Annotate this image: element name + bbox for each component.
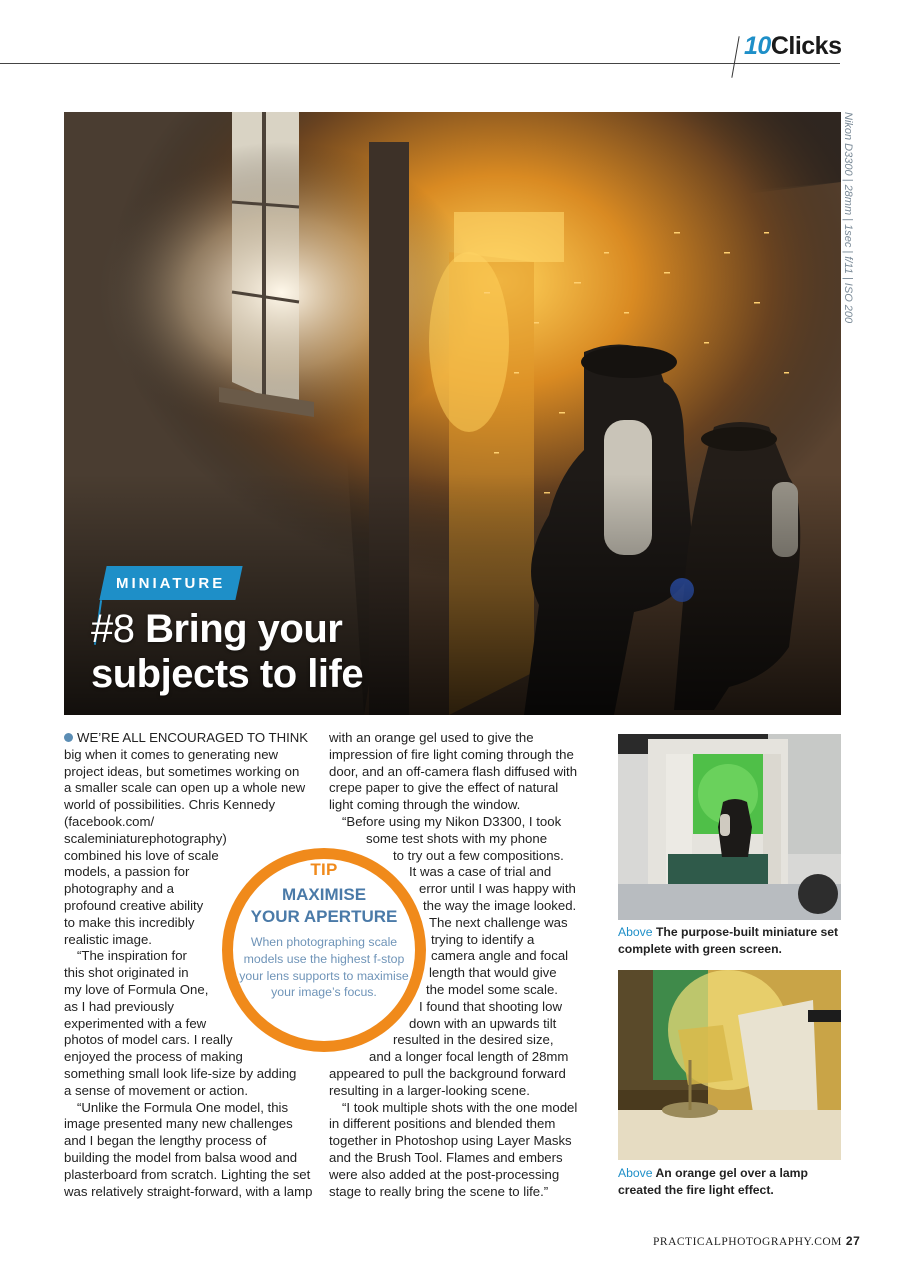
- text-line: plasterboard from scratch. Lighting the set: [64, 1166, 311, 1182]
- text-line: down with an upwards tilt: [409, 1015, 557, 1031]
- header-rule: [0, 63, 840, 64]
- text-line: crepe paper to give the effect of natural: [329, 780, 559, 796]
- text-line: combined his love of scale: [64, 847, 219, 863]
- text-line: to try out a few compositions.: [393, 847, 564, 863]
- exif-caption: [838, 112, 858, 372]
- text-line: this shot originated in: [64, 965, 189, 981]
- text-line: my love of Formula One,: [64, 981, 209, 997]
- exif-text: Nikon D3300 | 28mm | 1sec | f/11 | ISO 200: [842, 112, 854, 324]
- tip-label: TIP: [310, 860, 338, 879]
- text-line: light coming through the window.: [329, 797, 521, 813]
- tip-title-line2: YOUR APERTURE: [250, 907, 398, 926]
- text-line: realistic image.: [64, 931, 152, 947]
- headline-line2: subjects to life: [91, 652, 364, 696]
- text-line: “The inspiration for: [77, 948, 187, 964]
- text-line: to make this incredibly: [64, 914, 195, 930]
- caption-2-text: An orange gel over a lamp created the fire light effect.: [618, 1166, 808, 1197]
- text-line: (facebook.com/: [64, 813, 155, 829]
- headline-number: #8: [91, 607, 135, 651]
- text-line: trying to identify a: [431, 931, 535, 947]
- text-line: in different positions and blended them: [329, 1116, 556, 1132]
- text-line: the model some scale.: [426, 981, 558, 997]
- photo-lamp-gel: [618, 970, 841, 1160]
- text-line: The next challenge was: [429, 914, 568, 930]
- text-line: big when it comes to generating new: [64, 746, 279, 762]
- text-line: resulted in the desired size,: [393, 1032, 554, 1048]
- page-number: 27: [845, 1234, 861, 1248]
- text-line: were also added at the post-processing: [329, 1166, 560, 1182]
- text-line: appeared to pull the background forward: [329, 1065, 566, 1081]
- caption-1-text: The purpose-built miniature set complete with green screen.: [618, 925, 839, 956]
- text-line: a smaller scale can open up a whole new: [64, 780, 306, 796]
- tip-title: [222, 884, 426, 928]
- text-line: experimented with a few: [64, 1015, 207, 1031]
- text-line: enjoyed the process of making: [64, 1049, 243, 1065]
- text-line: something small look life-size by adding: [64, 1065, 297, 1081]
- text-line: with an orange gel used to give the: [329, 730, 534, 745]
- caption-2-lead: Above: [618, 1166, 653, 1180]
- caption-2: [618, 1165, 848, 1199]
- page-footer: [653, 1234, 860, 1248]
- headline-line1: Bring your: [145, 607, 343, 651]
- header-slash: [731, 36, 739, 78]
- text-line: scaleminiaturephotography): [64, 830, 227, 846]
- text-line: photography and a: [64, 881, 174, 897]
- text-line: and I began the lengthy process of: [64, 1133, 267, 1149]
- text-line: building the model from balsa wood and: [64, 1149, 298, 1165]
- caption-1: [618, 924, 848, 958]
- text-line: together in Photoshop using Layer Masks: [329, 1133, 572, 1149]
- caption-1-lead: Above: [618, 925, 653, 939]
- text-line: models, a passion for: [64, 864, 190, 880]
- text-line: image presented many new challenges: [64, 1116, 293, 1132]
- text-line: “Unlike the Formula One model, this: [77, 1099, 289, 1115]
- text-line: as I had previously: [64, 998, 174, 1014]
- tip-body: When photographing scale models use the highest f-stop your lens supports to maximise your image’s focus.: [239, 935, 409, 1000]
- text-line: and the Brush Tool. Flames and embers: [329, 1149, 563, 1165]
- headline: [91, 607, 363, 697]
- section-number: 10: [744, 32, 771, 60]
- text-line: and a longer focal length of 28mm: [369, 1049, 569, 1065]
- text-line: camera angle and focal: [431, 948, 569, 964]
- text-line: I found that shooting low: [419, 998, 562, 1014]
- text-line: some test shots with my phone: [366, 830, 548, 846]
- text-line: resulting in a larger-looking scene.: [329, 1082, 530, 1098]
- text-line: “Before using my Nikon D3300, I took: [342, 813, 562, 829]
- text-line: impression of fire light coming through the: [329, 746, 574, 762]
- text-line: error until I was happy with: [419, 881, 576, 897]
- footer-site: PRACTICALPHOTOGRAPHY.COM: [653, 1236, 842, 1248]
- text-line: profound creative ability: [64, 897, 204, 913]
- tip-title-line1: MAXIMISE: [281, 885, 367, 904]
- section-title: [744, 32, 841, 61]
- text-line: a sense of movement or action.: [64, 1082, 248, 1098]
- text-line: was relatively straight-forward, with a lamp: [64, 1183, 313, 1199]
- text-line: It was a case of trial and: [409, 864, 552, 880]
- photo-miniature-set: [618, 734, 841, 920]
- text-line: world of possibilities. Chris Kennedy: [64, 797, 276, 813]
- text-line: photos of model cars. I really: [64, 1032, 233, 1048]
- text-line: the way the image looked.: [423, 897, 577, 913]
- text-line: WE’RE ALL ENCOURAGED TO THINK: [77, 730, 309, 745]
- text-line: length that would give: [429, 965, 557, 981]
- text-line: “I took multiple shots with the one model: [342, 1099, 578, 1115]
- section-word: Clicks: [770, 32, 842, 60]
- text-line: door, and an off-camera flash diffused with: [329, 763, 578, 779]
- text-line: project ideas, but sometimes working on: [64, 763, 300, 779]
- text-line: stage to really bring the scene to life.”: [329, 1183, 549, 1199]
- bullet-icon: [64, 733, 73, 742]
- category-tag: MINIATURE: [116, 575, 226, 592]
